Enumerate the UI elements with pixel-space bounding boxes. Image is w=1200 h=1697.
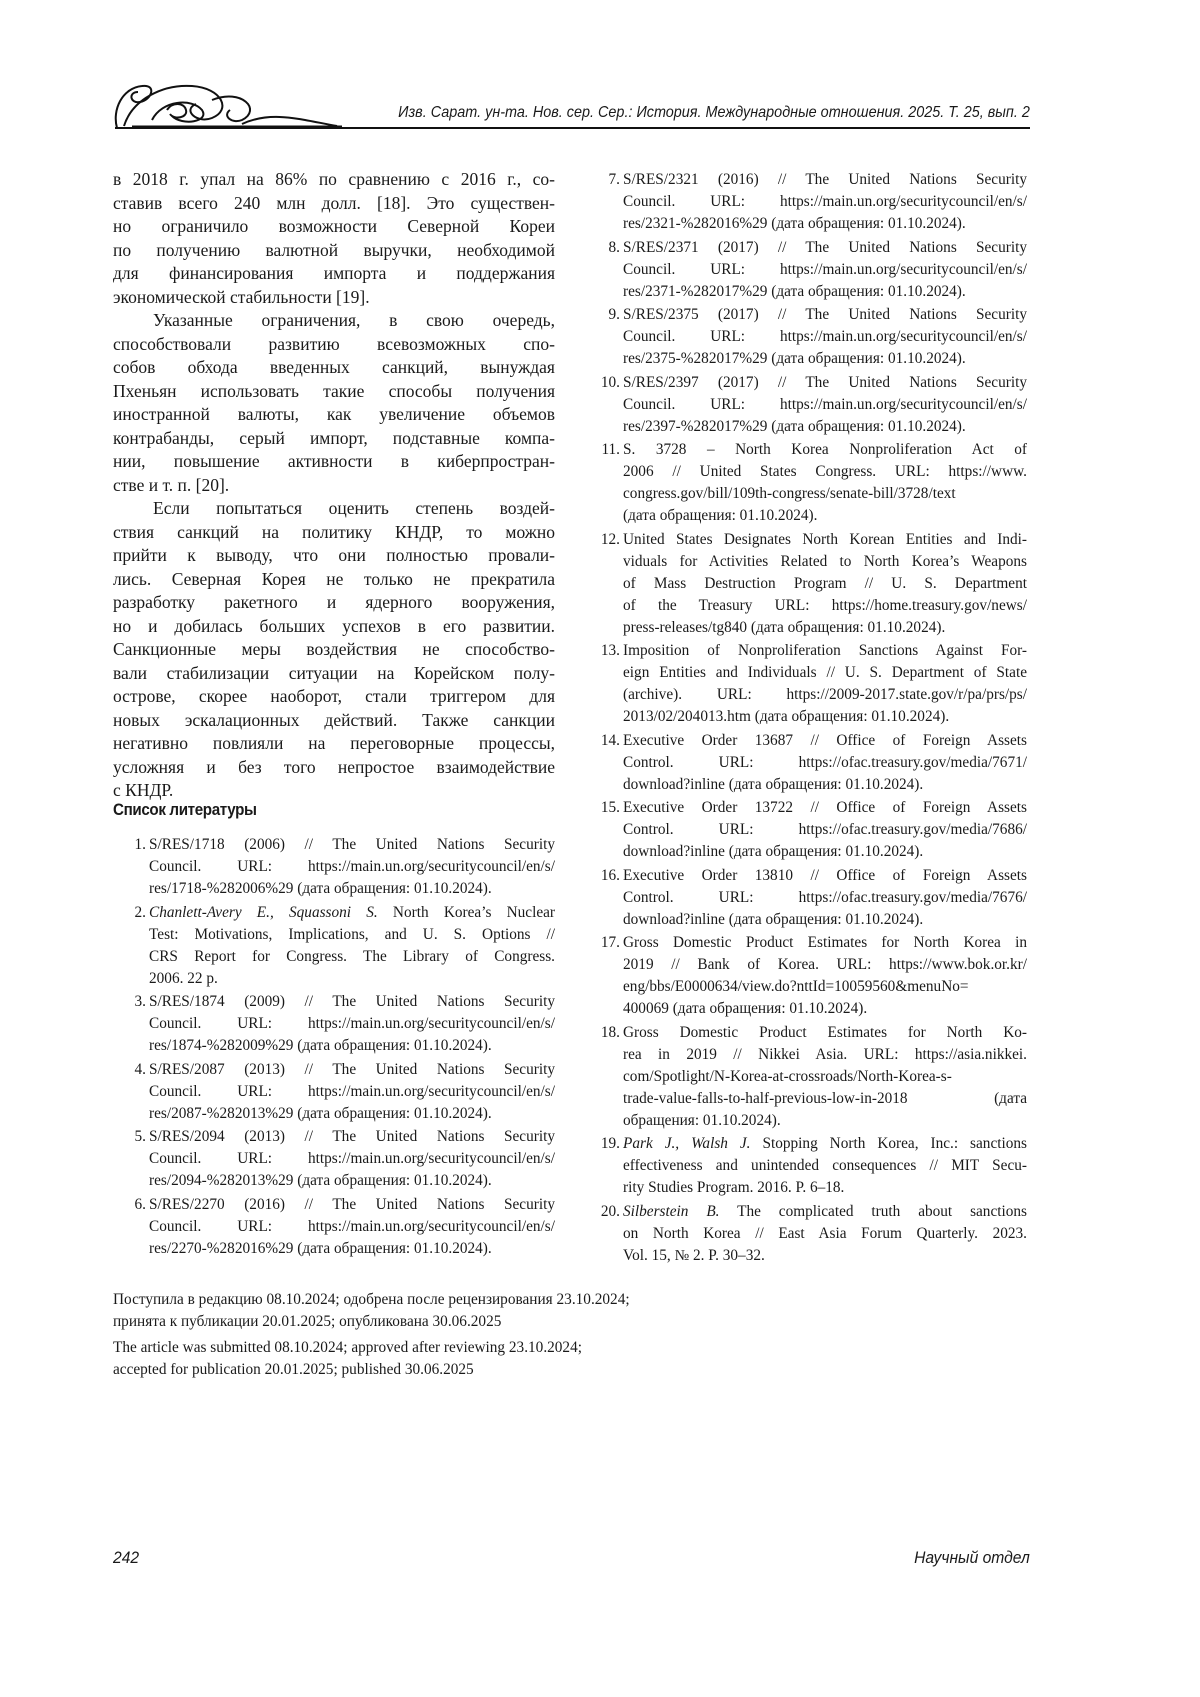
reference-line: S/RES/2270 (2016) // The United Nations Security [149,1194,555,1216]
reference-number: 2. [113,902,146,924]
text-line: новых эскалационных действий. Также санкции [113,709,555,733]
text-line: контрабанды, серый импорт, подставные компа- [113,427,555,451]
reference-authors: Park J., Walsh J. [623,1135,751,1152]
history-line: The article was submitted 08.10.2024; approved after reviewing 23.10.2024; [113,1337,582,1359]
reference-number: 8. [587,237,620,259]
reference-line: United States Designates North Korean Entities and Indi- [623,529,1027,551]
reference-line: S/RES/2094 (2013) // The United Nations Security [149,1126,555,1148]
reference-line: 2013/02/204013.htm (дата обращения: 01.10.2024). [623,706,1027,728]
history-line: принята к публикации 20.01.2025; опубликована 30.06.2025 [113,1311,630,1333]
paragraph [113,168,555,309]
text-line: иностранной валюты, как увеличение объемов [113,403,555,427]
journal-ornament-logo [112,80,342,130]
reference-item [587,1201,1027,1267]
reference-item [587,640,1027,728]
reference-line: Control. URL: https://ofac.treasury.gov/media/7671/ [623,752,1027,774]
reference-line [623,1201,1027,1223]
reference-line: res/2375-%282017%29 (дата обращения: 01.10.2024). [623,348,1027,370]
reference-line: congress.gov/bill/109th-congress/senate-bill/3728/text [623,483,1027,505]
text-line: Санкционные меры воздействия не способство- [113,638,555,662]
reference-text: Stopping North Korea, Inc.: sanctions [751,1135,1027,1152]
text-line: собов обхода введенных санкций, вынуждая [113,356,555,380]
reference-item [587,237,1027,303]
reference-item [113,991,555,1057]
reference-number: 12. [587,529,620,551]
reference-text: North Korea’s Nuclear [378,904,555,921]
reference-line: press-releases/tg840 (дата обращения: 01.10.2024). [623,617,1027,639]
reference-line: S/RES/2375 (2017) // The United Nations Security [623,304,1027,326]
reference-number: 18. [587,1022,620,1044]
reference-number: 3. [113,991,146,1013]
text-line: с КНДР. [113,779,555,803]
history-line: Поступила в редакцию 08.10.2024; одобрена после рецензирования 23.10.2024; [113,1289,630,1311]
reference-line: S/RES/2321 (2016) // The United Nations Security [623,169,1027,191]
reference-number: 13. [587,640,620,662]
reference-text: The complicated truth about sanctions [720,1203,1028,1220]
reference-item [587,304,1027,370]
reference-line: com/Spotlight/N-Korea-at-crossroads/North-Korea-s- [623,1066,1027,1088]
reference-item [587,1133,1027,1199]
reference-line: of Mass Destruction Program // U. S. Department [623,573,1027,595]
reference-line: (archive). URL: https://2009-2017.state.gov/r/pa/prs/ps/ [623,684,1027,706]
reference-line: rity Studies Program. 2016. P. 6–18. [623,1177,1027,1199]
reference-line: Control. URL: https://ofac.treasury.gov/media/7686/ [623,819,1027,841]
reference-item [587,529,1027,639]
reference-line: Council. URL: https://main.un.org/securitycouncil/en/s/ [623,259,1027,281]
reference-line: Council. URL: https://main.un.org/securitycouncil/en/s/ [149,1013,555,1035]
reference-line: Council. URL: https://main.un.org/securitycouncil/en/s/ [149,1148,555,1170]
reference-authors: Chanlett-Avery E., Squassoni S. [149,904,378,921]
article-history-ru [113,1289,630,1333]
text-line: для финансирования импорта и поддержания [113,262,555,286]
reference-line: download?inline (дата обращения: 01.10.2024). [623,774,1027,796]
reference-line: Council. URL: https://main.un.org/securitycouncil/en/s/ [623,394,1027,416]
reference-item [587,865,1027,931]
reference-item [587,1022,1027,1132]
reference-number: 20. [587,1201,620,1223]
text-line: в 2018 г. упал на 86% по сравнению с 2016 г., со- [113,168,555,192]
text-line: негативно повлияли на переговорные процессы, [113,732,555,756]
reference-line: download?inline (дата обращения: 01.10.2024). [623,841,1027,863]
reference-line: Imposition of Nonproliferation Sanctions Against For- [623,640,1027,662]
reference-line: eng/bbs/E0000634/view.do?nttId=10059560&menuNo= [623,976,1027,998]
paragraph [113,497,555,803]
reference-item [587,372,1027,438]
reference-line: CRS Report for Congress. The Library of Congress. [149,946,555,968]
reference-number: 19. [587,1133,620,1155]
text-line: острове, скорее наоборот, стали триггером для [113,685,555,709]
text-line: ставив всего 240 млн долл. [18]. Это существен- [113,192,555,216]
text-line: способствовали развитию всевозможных спо- [113,333,555,357]
running-head: Изв. Сарат. ун-та. Нов. сер. Сер.: История. Международные отношения. 2025. Т. 25, вып. 2 [398,104,1030,122]
reference-line: res/1718-%282006%29 (дата обращения: 01.10.2024). [149,878,555,900]
text-line: но и добилась больших успехов в его развитии. [113,615,555,639]
reference-item [587,797,1027,863]
text-line: Указанные ограничения, в свою очередь, [113,309,555,333]
reference-number: 17. [587,932,620,954]
reference-line: viduals for Activities Related to North Korea’s Weapons [623,551,1027,573]
text-line: по получению валютной выручки, необходимой [113,239,555,263]
reference-number: 7. [587,169,620,191]
reference-line: Council. URL: https://main.un.org/securitycouncil/en/s/ [623,326,1027,348]
reference-number: 5. [113,1126,146,1148]
reference-item [113,1126,555,1192]
reference-item [113,1059,555,1125]
reference-line: res/2371-%282017%29 (дата обращения: 01.10.2024). [623,281,1027,303]
reference-line: trade-value-falls-to-half-previous-low-in-2018 (дата [623,1088,1027,1110]
text-line: вали стабилизации ситуации на Корейском полу- [113,662,555,686]
reference-line: S/RES/2397 (2017) // The United Nations Security [623,372,1027,394]
reference-authors: Silberstein B. [623,1203,720,1220]
reference-number: 10. [587,372,620,394]
reference-number: 15. [587,797,620,819]
reference-item [113,834,555,900]
reference-line: S/RES/1718 (2006) // The United Nations Security [149,834,555,856]
reference-number: 9. [587,304,620,326]
text-line: ствия санкций на политику КНДР, то можно [113,521,555,545]
text-line: лись. Северная Корея не только не прекратила [113,568,555,592]
reference-item [587,439,1027,527]
reference-line: res/2087-%282013%29 (дата обращения: 01.10.2024). [149,1103,555,1125]
page-number: 242 [113,1548,139,1568]
section-name: Научный отдел [914,1548,1030,1568]
reference-number: 11. [587,439,620,461]
reference-number: 4. [113,1059,146,1081]
reference-line: Executive Order 13810 // Office of Foreign Assets [623,865,1027,887]
reference-line: 2019 // Bank of Korea. URL: https://www.bok.or.kr/ [623,954,1027,976]
reference-item [587,169,1027,235]
reference-item [113,1194,555,1260]
reference-line: Council. URL: https://main.un.org/securitycouncil/en/s/ [149,856,555,878]
text-line: нии, повышение активности в киберпростран- [113,450,555,474]
text-line: Если попытаться оценить степень воздей- [113,497,555,521]
reference-line: S. 3728 – North Korea Nonproliferation Act of [623,439,1027,461]
reference-line: Control. URL: https://ofac.treasury.gov/media/7676/ [623,887,1027,909]
reference-line: Executive Order 13722 // Office of Foreign Assets [623,797,1027,819]
reference-line: res/2094-%282013%29 (дата обращения: 01.10.2024). [149,1170,555,1192]
reference-line: 2006 // United States Congress. URL: https://www. [623,461,1027,483]
reference-line: Council. URL: https://main.un.org/securitycouncil/en/s/ [623,191,1027,213]
reference-line: download?inline (дата обращения: 01.10.2024). [623,909,1027,931]
reference-line: Council. URL: https://main.un.org/securitycouncil/en/s/ [149,1216,555,1238]
text-line: Пхеньян использовать такие способы получения [113,380,555,404]
references-list-right [587,169,1027,1268]
text-line: прийти к выводу, что они полностью провали- [113,544,555,568]
reference-line: 400069 (дата обращения: 01.10.2024). [623,998,1027,1020]
reference-line: (дата обращения: 01.10.2024). [623,505,1027,527]
text-line: усложняя и без того непростое взаимодействие [113,756,555,780]
reference-line: Gross Domestic Product Estimates for North Ko- [623,1022,1027,1044]
reference-line: res/1874-%282009%29 (дата обращения: 01.10.2024). [149,1035,555,1057]
text-line: стве и т. п. [20]. [113,474,555,498]
reference-line: res/2321-%282016%29 (дата обращения: 01.10.2024). [623,213,1027,235]
text-line: разработку ракетного и ядерного вооружения, [113,591,555,615]
reference-number: 1. [113,834,146,856]
reference-line: of the Treasury URL: https://home.treasury.gov/news/ [623,595,1027,617]
reference-line: Gross Domestic Product Estimates for North Korea in [623,932,1027,954]
reference-line: Test: Motivations, Implications, and U. S. Options // [149,924,555,946]
reference-line: Vol. 15, № 2. P. 30–32. [623,1245,1027,1267]
text-line: экономической стабильности [19]. [113,286,555,310]
text-line: но ограничило возможности Северной Кореи [113,215,555,239]
reference-line: 2006. 22 p. [149,968,555,990]
reference-line: Executive Order 13687 // Office of Foreign Assets [623,730,1027,752]
body-text [113,168,555,803]
reference-item [587,932,1027,1020]
reference-line: обращения: 01.10.2024). [623,1110,1027,1132]
reference-line: Council. URL: https://main.un.org/securitycouncil/en/s/ [149,1081,555,1103]
reference-number: 16. [587,865,620,887]
history-line: accepted for publication 20.01.2025; published 30.06.2025 [113,1359,582,1381]
reference-line: on North Korea // East Asia Forum Quarterly. 2023. [623,1223,1027,1245]
reference-item [587,730,1027,796]
reference-number: 14. [587,730,620,752]
reference-line: S/RES/2087 (2013) // The United Nations Security [149,1059,555,1081]
reference-line: res/2270-%282016%29 (дата обращения: 01.10.2024). [149,1238,555,1260]
header-rule [115,127,1030,129]
references-list-left [113,834,555,1261]
reference-line: S/RES/2371 (2017) // The United Nations Security [623,237,1027,259]
reference-item [113,902,555,990]
reference-line: eign Entities and Individuals // U. S. Department of State [623,662,1027,684]
reference-line: S/RES/1874 (2009) // The United Nations Security [149,991,555,1013]
article-history-en [113,1337,582,1381]
reference-line [149,902,555,924]
reference-line: rea in 2019 // Nikkei Asia. URL: https://asia.nikkei. [623,1044,1027,1066]
reference-line [623,1133,1027,1155]
reference-line: effectiveness and unintended consequences // MIT Secu- [623,1155,1027,1177]
paragraph [113,309,555,497]
reference-number: 6. [113,1194,146,1216]
reference-line: res/2397-%282017%29 (дата обращения: 01.10.2024). [623,416,1027,438]
references-heading: Список литературы [113,801,257,820]
